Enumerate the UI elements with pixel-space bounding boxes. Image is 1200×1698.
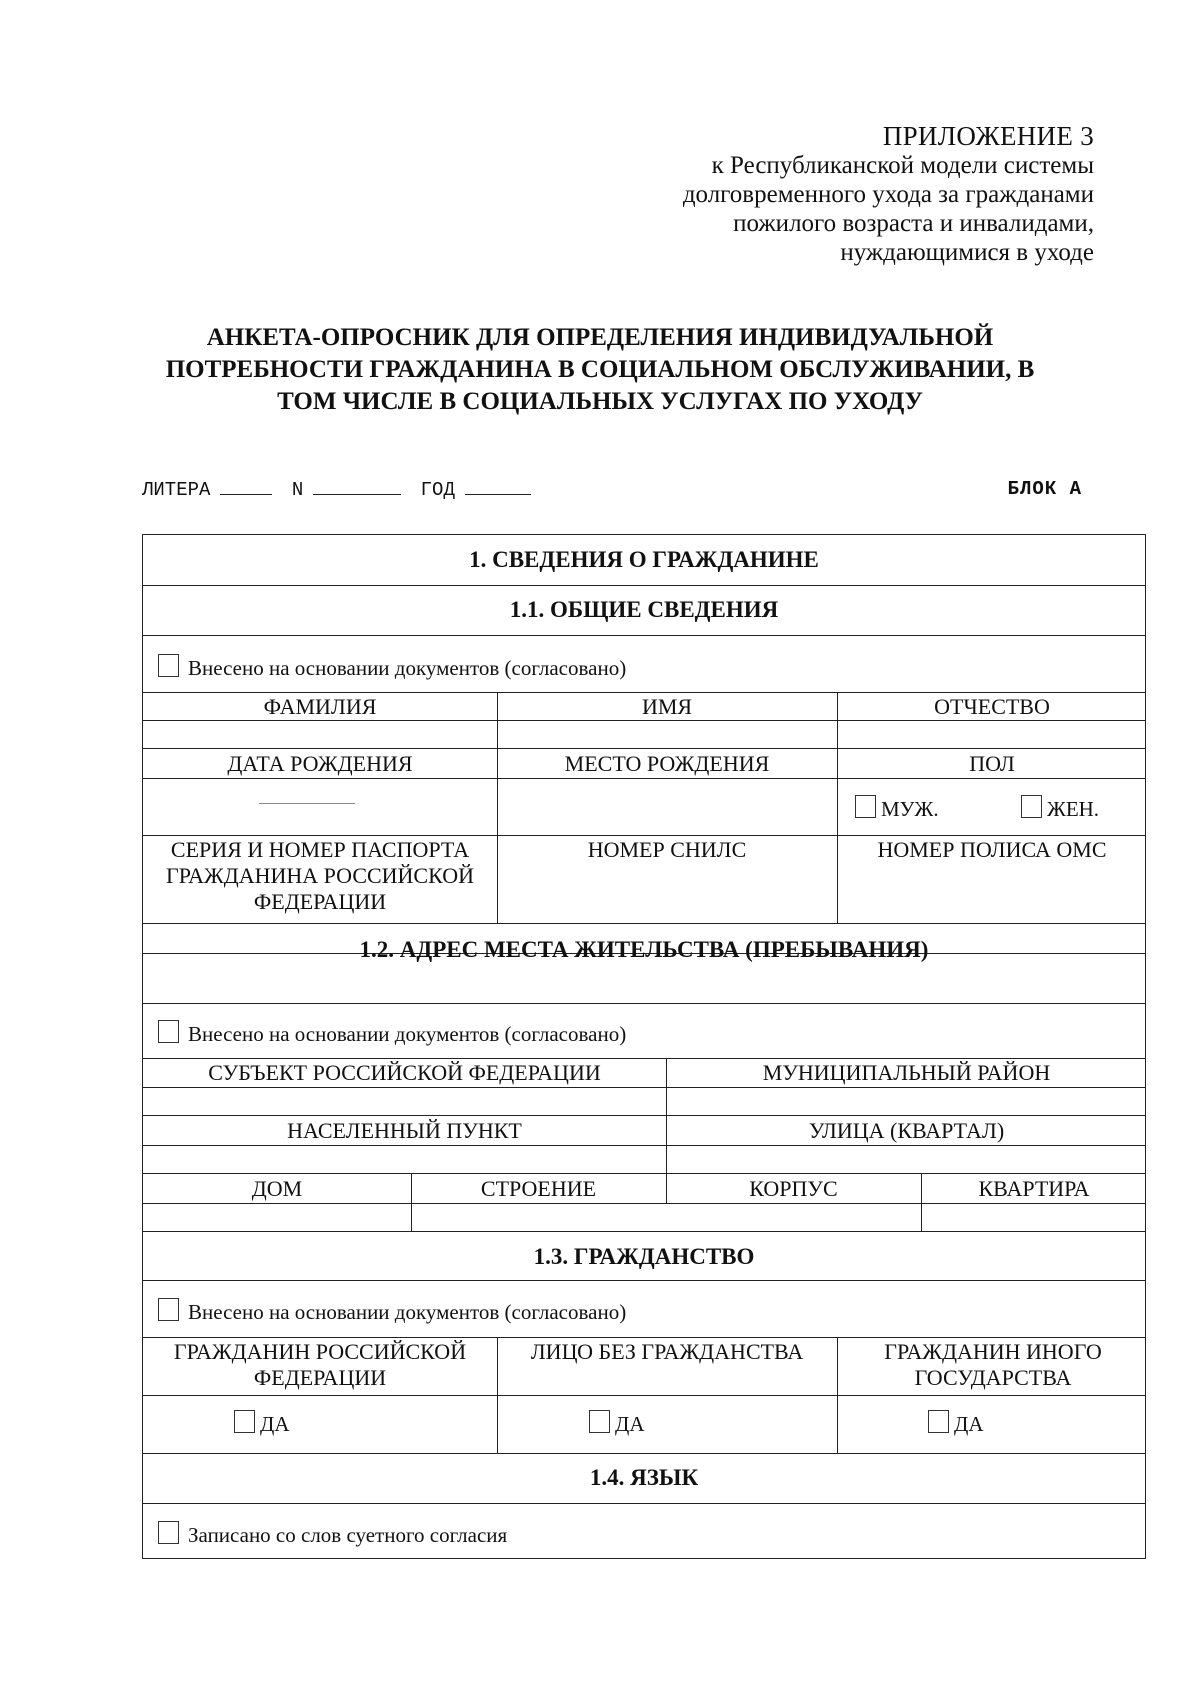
- snils-label: НОМЕР СНИЛС: [587, 837, 747, 862]
- rf-citizen-label: ГРАЖДАНИН РОССИЙСКОЙ ФЕДЕРАЦИИ: [173, 1339, 467, 1390]
- surname-label: ФАМИЛИЯ: [263, 694, 377, 719]
- patronymic-label: ОТЧЕСТВО: [934, 694, 1050, 719]
- stateless-label: ЛИЦО БЕЗ ГРАЖДАНСТВА: [530, 1339, 804, 1364]
- meta-left: [142, 478, 539, 501]
- female-checkbox[interactable]: [1021, 795, 1042, 818]
- divider: [143, 1173, 1145, 1174]
- language-checkbox[interactable]: [158, 1521, 179, 1544]
- column-divider: [837, 692, 838, 923]
- divider: [143, 635, 1145, 636]
- appendix-line: пожилого возраста и инвалидами,: [733, 210, 1094, 237]
- address-docs-checkbox[interactable]: [158, 1020, 179, 1043]
- section-1-title: 1. СВЕДЕНИЯ О ГРАЖДАНИНЕ: [469, 547, 819, 572]
- divider: [143, 748, 1145, 749]
- section-1-3-title: 1.3. ГРАЖДАНСТВО: [533, 1244, 755, 1269]
- appendix-header: [574, 122, 1094, 267]
- title-line: ПОТРЕБНОСТИ ГРАЖДАНИНА В СОЦИАЛЬНОМ ОБСЛУЖИВАНИИ, В: [165, 356, 1035, 383]
- citizenship-docs-note-text: Внесено на основании документов (согласовано): [188, 1300, 627, 1324]
- year-field[interactable]: [465, 478, 531, 495]
- number-label: N: [291, 479, 304, 501]
- district-label: МУНИЦИПАЛЬНЫЙ РАЙОН: [762, 1060, 1051, 1085]
- birth-place-label: МЕСТО РОЖДЕНИЯ: [564, 751, 770, 776]
- yes-label: ДА: [954, 1412, 984, 1436]
- divider: [143, 1503, 1145, 1504]
- passport-label: СЕРИЯ И НОМЕР ПАСПОРТА ГРАЖДАНИНА РОССИЙСКОЙ ФЕДЕРАЦИИ: [165, 837, 475, 914]
- section-1-1-title: 1.1. ОБЩИЕ СВЕДЕНИЯ: [509, 597, 779, 622]
- general-docs-checkbox[interactable]: [158, 654, 179, 677]
- general-docs-note: [158, 654, 626, 681]
- divider: [143, 1280, 1145, 1281]
- birth-date-label: ДАТА РОЖДЕНИЯ: [227, 751, 413, 776]
- divider: [143, 692, 1145, 693]
- year-label: ГОД: [420, 479, 455, 501]
- divider: [143, 1231, 1145, 1232]
- divider: [143, 1115, 1145, 1116]
- section-1-2-title: 1.2. АДРЕС МЕСТА ЖИТЕЛЬСТВА (ПРЕБЫВАНИЯ): [359, 937, 929, 962]
- divider: [143, 1087, 1145, 1088]
- rf-citizen-yes-option[interactable]: [234, 1410, 290, 1437]
- foreign-citizen-yes-checkbox[interactable]: [928, 1410, 949, 1433]
- divider: [143, 835, 1145, 836]
- divider: [143, 1337, 1145, 1338]
- stateless-yes-option[interactable]: [589, 1410, 645, 1437]
- language-note: [158, 1521, 507, 1548]
- block-label: БЛОК А: [1007, 478, 1082, 500]
- apartment-label: КВАРТИРА: [978, 1176, 1090, 1201]
- document-title: [130, 322, 1070, 418]
- section-1-4-title: 1.4. ЯЗЫК: [589, 1465, 699, 1490]
- address-docs-note-text: Внесено на основании документов (согласовано): [188, 1022, 627, 1046]
- citizenship-docs-checkbox[interactable]: [158, 1298, 179, 1321]
- divider: [143, 1058, 1145, 1059]
- korpus-label: КОРПУС: [749, 1176, 838, 1201]
- citizen-form-table: [142, 534, 1146, 1559]
- divider: [143, 923, 1145, 924]
- general-docs-note-text: Внесено на основании документов (согласовано): [188, 656, 627, 680]
- divider: [143, 778, 1145, 779]
- sex-female-option[interactable]: [1021, 795, 1099, 822]
- divider: [143, 1395, 1145, 1396]
- divider: [143, 585, 1145, 586]
- form-meta-row: [142, 478, 1082, 506]
- litera-label: ЛИТЕРА: [142, 479, 211, 501]
- building-label: СТРОЕНИЕ: [480, 1176, 597, 1201]
- divider: [143, 1453, 1145, 1454]
- language-note-text: Записано со слов суетного согласия: [188, 1523, 508, 1547]
- divider: [143, 1145, 1145, 1146]
- birth-date-field[interactable]: [259, 803, 355, 804]
- rf-citizen-yes-checkbox[interactable]: [234, 1410, 255, 1433]
- yes-label: ДА: [260, 1412, 290, 1436]
- litera-field[interactable]: [220, 478, 272, 495]
- locality-label: НАСЕЛЕННЫЙ ПУНКТ: [287, 1118, 522, 1143]
- number-field[interactable]: [313, 478, 401, 495]
- divider: [143, 720, 1145, 721]
- subject-label: СУБЪЕКТ РОССИЙСКОЙ ФЕДЕРАЦИИ: [208, 1060, 601, 1085]
- oms-label: НОМЕР ПОЛИСА ОМС: [877, 837, 1107, 862]
- female-label: ЖЕН.: [1047, 797, 1100, 821]
- title-line: ТОМ ЧИСЛЕ В СОЦИАЛЬНЫХ УСЛУГАХ ПО УХОДУ: [277, 388, 923, 415]
- male-checkbox[interactable]: [855, 795, 876, 818]
- yes-label: ДА: [615, 1412, 645, 1436]
- citizenship-docs-note: [158, 1298, 626, 1325]
- column-divider: [837, 1337, 838, 1453]
- appendix-line: нуждающимися в уходе: [840, 239, 1094, 266]
- divider: [143, 1003, 1145, 1004]
- foreign-citizen-label: ГРАЖДАНИН ИНОГО ГОСУДАРСТВА: [884, 1339, 1102, 1390]
- house-label: ДОМ: [251, 1176, 303, 1201]
- male-label: МУЖ.: [881, 797, 939, 821]
- foreign-citizen-yes-option[interactable]: [928, 1410, 984, 1437]
- name-label: ИМЯ: [641, 694, 693, 719]
- appendix-line: долговременного ухода за гражданами: [682, 181, 1094, 208]
- stateless-yes-checkbox[interactable]: [589, 1410, 610, 1433]
- street-label: УЛИЦА (КВАРТАЛ): [808, 1118, 1005, 1143]
- address-docs-note: [158, 1020, 626, 1047]
- appendix-line: к Республиканской модели системы: [711, 152, 1094, 179]
- appendix-heading: ПРИЛОЖЕНИЕ 3: [882, 121, 1094, 151]
- sex-male-option[interactable]: [855, 795, 939, 822]
- title-line: АНКЕТА-ОПРОСНИК ДЛЯ ОПРЕДЕЛЕНИЯ ИНДИВИДУАЛЬНОЙ: [206, 324, 994, 351]
- divider: [143, 1203, 1145, 1204]
- sex-label: ПОЛ: [969, 751, 1015, 776]
- column-divider: [497, 692, 498, 923]
